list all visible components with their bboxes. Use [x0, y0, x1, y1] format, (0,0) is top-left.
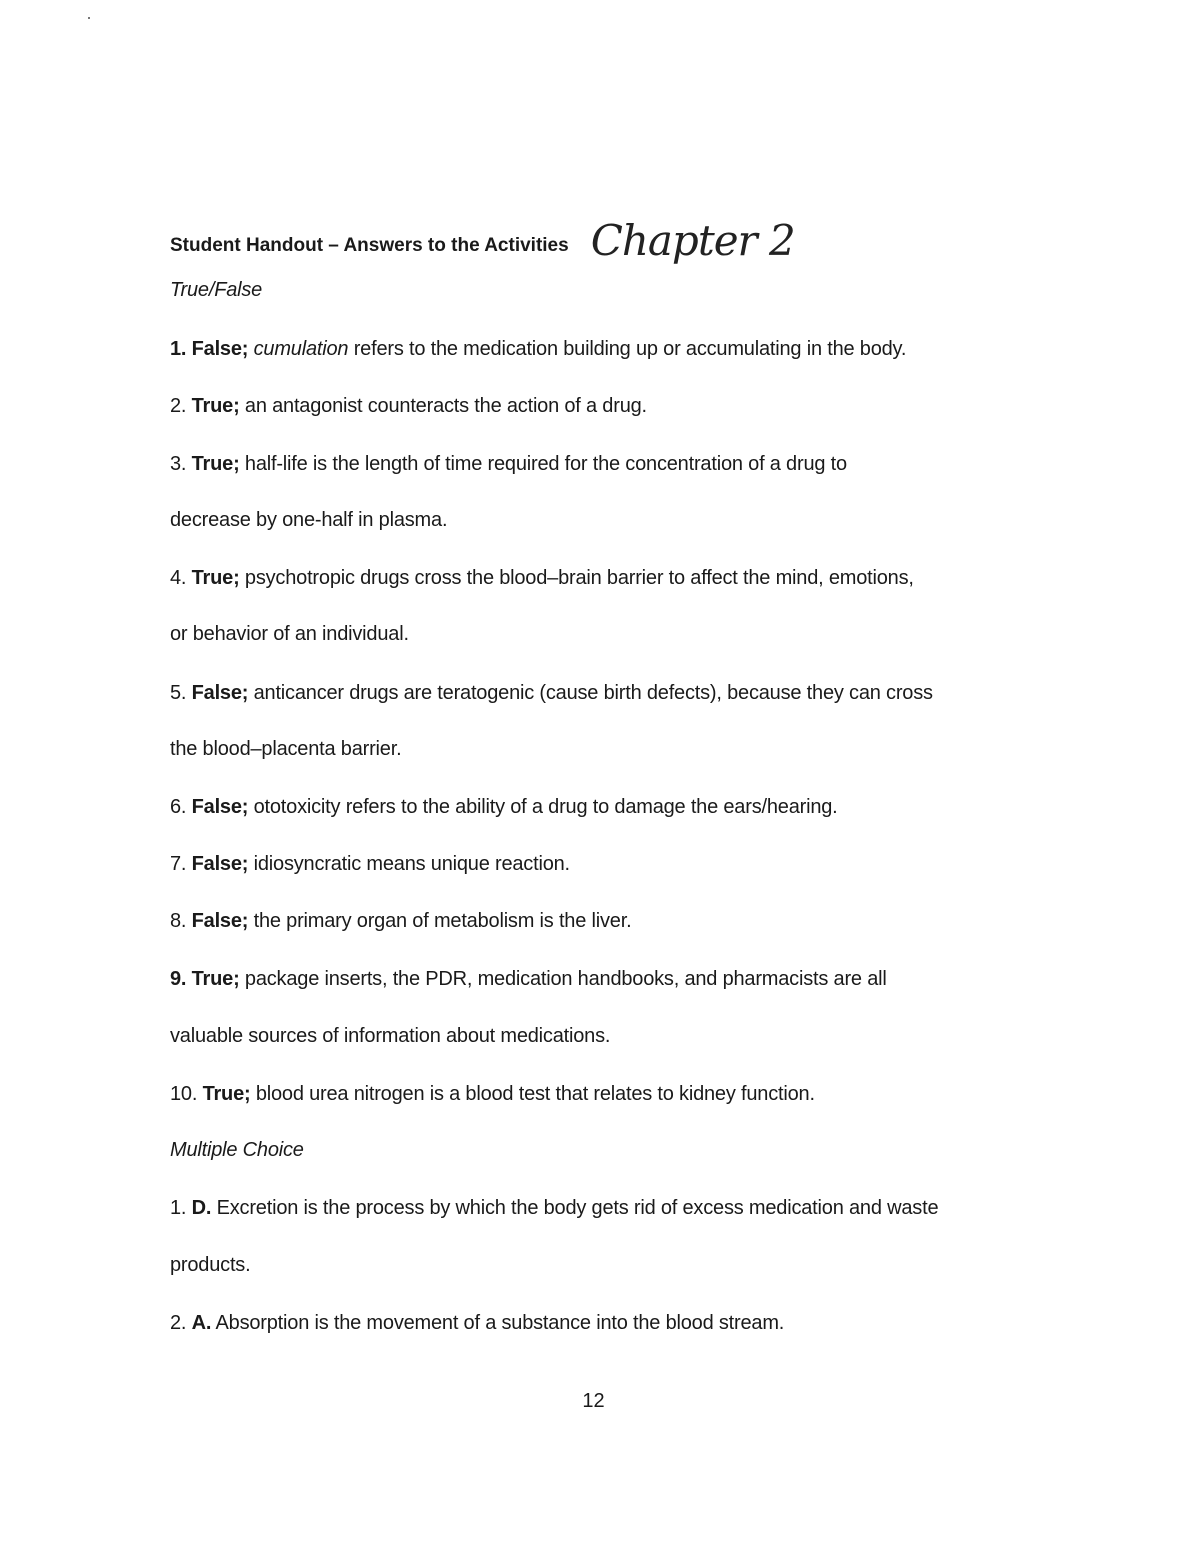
tf-item-6: 6. False; ototoxicity refers to the ability of a drug to damage the ears/hearing. — [170, 796, 838, 818]
tf-item-1: 1. False; cumulation refers to the medication building up or accumulating in the body. — [170, 338, 907, 360]
tf-item-10: 10. True; blood urea nitrogen is a blood test that relates to kidney function. — [170, 1083, 815, 1105]
tf-item-5-cont: the blood–placenta barrier. — [170, 738, 402, 760]
tf-item-3-cont: decrease by one-half in plasma. — [170, 509, 448, 531]
handout-title: Student Handout – Answers to the Activities — [170, 235, 569, 256]
scan-speck — [88, 17, 90, 19]
mc-item-1-cont: products. — [170, 1254, 251, 1276]
tf-item-8: 8. False; the primary organ of metabolism is the liver. — [170, 910, 632, 932]
tf-item-4-cont: or behavior of an individual. — [170, 623, 409, 645]
mc-item-2: 2. A. Absorption is the movement of a substance into the blood stream. — [170, 1312, 785, 1334]
section-true-false: True/False — [170, 279, 263, 301]
tf-item-2: 2. True; an antagonist counteracts the action of a drug. — [170, 395, 647, 417]
tf-item-3: 3. True; half-life is the length of time required for the concentration of a drug to — [170, 453, 847, 475]
tf-item-7: 7. False; idiosyncratic means unique reaction. — [170, 853, 570, 875]
tf-item-9: 9. True; package inserts, the PDR, medication handbooks, and pharmacists are all — [170, 968, 887, 990]
tf-item-5: 5. False; anticancer drugs are teratogenic (cause birth defects), because they can cross — [170, 682, 933, 704]
mc-item-1: 1. D. Excretion is the process by which the body gets rid of excess medication and waste — [170, 1197, 939, 1219]
tf-item-9-cont: valuable sources of information about medications. — [170, 1025, 611, 1047]
handwritten-chapter-note: Chapter 2 — [590, 216, 795, 265]
handout-header — [170, 212, 795, 265]
section-multiple-choice: Multiple Choice — [170, 1139, 304, 1161]
tf-item-4: 4. True; psychotropic drugs cross the blood–brain barrier to affect the mind, emotions, — [170, 567, 914, 589]
page-number: 12 — [582, 1390, 605, 1412]
